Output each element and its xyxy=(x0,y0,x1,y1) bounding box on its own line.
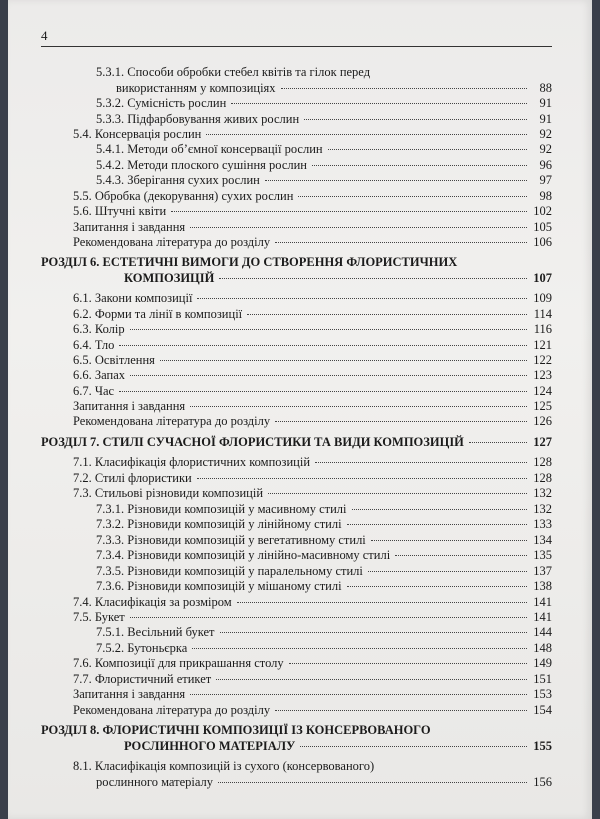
toc-entry-page: 128 xyxy=(533,455,552,469)
dot-leader xyxy=(190,693,527,695)
toc-entry-page: 107 xyxy=(533,271,552,285)
toc-entry-title: 7.3. Стильові різновиди композицій xyxy=(73,486,264,500)
toc-entry-page: 105 xyxy=(533,220,552,234)
toc-entry-page: 97 xyxy=(539,173,552,187)
dot-leader xyxy=(231,102,527,104)
toc-entry-page: 91 xyxy=(539,96,552,110)
toc-entry-title: Рекомендована література до розділу xyxy=(73,703,271,717)
toc-entry-title: 6.2. Форми та лінії в композиції xyxy=(73,307,243,321)
toc-entry-title: 6.1. Закони композиції xyxy=(73,291,193,305)
toc-entry-title: 5.3.2. Сумісність рослин xyxy=(96,96,227,110)
toc-entry-page: 126 xyxy=(533,414,552,428)
toc-entry-page: 151 xyxy=(533,672,552,686)
toc-entry-title-line: РОЗДІЛ 8. ФЛОРИСТИЧНІ КОМПОЗИЦІЇ ІЗ КОНСЕРВОВАНОГО xyxy=(41,723,431,737)
toc-entry-page: 156 xyxy=(533,775,552,789)
dot-leader xyxy=(130,328,527,330)
dot-leader xyxy=(130,374,527,376)
dot-leader xyxy=(347,523,527,525)
toc-entry-page: 92 xyxy=(539,127,552,141)
toc-entry-title: 7.2. Стилі флористики xyxy=(73,471,192,485)
dot-leader xyxy=(469,441,527,443)
toc-entry-title: 5.6. Штучні квіти xyxy=(73,204,167,218)
toc-entry-title: Рекомендована література до розділу xyxy=(73,414,271,428)
toc-entry-title: 7.3.5. Різновиди композицій у паралельному стилі xyxy=(96,564,363,578)
toc-entry-title: використанням у композиціях xyxy=(116,81,276,95)
dot-leader xyxy=(171,210,527,212)
toc-entry-page: 133 xyxy=(533,517,552,531)
dot-leader xyxy=(300,745,527,747)
toc-entry-page: 144 xyxy=(533,625,552,639)
toc-entry-title: 6.6. Запах xyxy=(73,368,126,382)
toc-entry-page: 141 xyxy=(533,610,552,624)
toc-entry-page: 114 xyxy=(533,307,552,321)
toc-entry-title: 5.3.3. Підфарбовування живих рослин xyxy=(96,112,300,126)
toc-entry-page: 138 xyxy=(533,579,552,593)
toc-entry-page: 123 xyxy=(533,368,552,382)
toc-entry-page: 124 xyxy=(533,384,552,398)
dot-leader xyxy=(304,118,527,120)
dot-leader xyxy=(160,359,527,361)
header-rule xyxy=(41,46,552,47)
toc-entry-page: 127 xyxy=(533,435,552,449)
toc-entry-title: 7.5. Букет xyxy=(73,610,125,624)
toc-entry-page: 102 xyxy=(533,204,552,218)
dot-leader xyxy=(192,647,527,649)
dot-leader xyxy=(371,539,527,541)
toc-entry-page: 88 xyxy=(539,81,552,95)
dot-leader xyxy=(312,164,527,166)
dot-leader xyxy=(190,405,527,407)
dot-leader xyxy=(197,297,527,299)
dot-leader xyxy=(119,344,527,346)
toc-entry-title: 7.5.1. Весільний букет xyxy=(96,625,215,639)
toc-entry-page: 91 xyxy=(539,112,552,126)
toc-entry-page: 122 xyxy=(533,353,552,367)
toc-entry-title: РОЗДІЛ 7. СТИЛІ СУЧАСНОЇ ФЛОРИСТИКИ ТА ВИДИ КОМПОЗИЦІЙ xyxy=(41,435,464,449)
toc-entry-page: 148 xyxy=(533,641,552,655)
toc-entry-title: КОМПОЗИЦІЙ xyxy=(124,271,215,285)
toc-entry-page: 132 xyxy=(533,486,552,500)
dot-leader xyxy=(119,390,527,392)
dot-leader xyxy=(130,616,527,618)
toc-entry-page: 121 xyxy=(533,338,552,352)
toc-entry-page: 155 xyxy=(533,739,552,753)
toc-entry-page: 106 xyxy=(533,235,552,249)
dot-leader xyxy=(216,678,527,680)
dot-leader xyxy=(298,195,527,197)
toc-entry-title-line: 5.3.1. Способи обробки стебел квітів та гілок перед xyxy=(96,65,371,79)
toc-entry-title: 6.4. Тло xyxy=(73,338,115,352)
toc-entry-page: 153 xyxy=(533,687,552,701)
toc-entry-title: 6.3. Колір xyxy=(73,322,125,336)
dot-leader xyxy=(328,148,527,150)
toc-entry-title: 7.6. Композиції для прикрашання столу xyxy=(73,656,284,670)
toc-entry-title: 5.5. Обробка (декорування) сухих рослин xyxy=(73,189,294,203)
toc-entry-title: рослинного матеріалу xyxy=(96,775,214,789)
toc-entry-title: 7.3.6. Різновиди композицій у мішаному стилі xyxy=(96,579,342,593)
toc-entry-page: 135 xyxy=(533,548,552,562)
dot-leader xyxy=(206,133,527,135)
toc-entry-title: Рекомендована література до розділу xyxy=(73,235,271,249)
dot-leader xyxy=(275,420,527,422)
toc-entry-page: 149 xyxy=(533,656,552,670)
dot-leader xyxy=(268,492,527,494)
toc-entry-title: 7.3.3. Різновиди композицій у вегетативному стилі xyxy=(96,533,366,547)
dot-leader xyxy=(247,313,527,315)
toc-entry-title: 7.3.1. Різновиди композицій у масивному стилі xyxy=(96,502,347,516)
dot-leader xyxy=(218,781,527,783)
page-number: 4 xyxy=(41,28,48,43)
dot-leader xyxy=(281,87,527,89)
toc-entry-page: 96 xyxy=(539,158,552,172)
dot-leader xyxy=(275,709,527,711)
toc-entry-title: 6.7. Час xyxy=(73,384,115,398)
toc-entry-page: 98 xyxy=(539,189,552,203)
toc-entry-page: 128 xyxy=(533,471,552,485)
toc-entry-title-line: РОЗДІЛ 6. ЕСТЕТИЧНІ ВИМОГИ ДО СТВОРЕННЯ ФЛОРИСТИЧНИХ xyxy=(41,255,458,269)
dot-leader xyxy=(347,585,527,587)
dot-leader xyxy=(265,179,527,181)
toc-entry-page: 109 xyxy=(533,291,552,305)
dot-leader xyxy=(220,631,527,633)
toc-entry-page: 116 xyxy=(533,322,552,336)
dot-leader xyxy=(395,554,527,556)
dot-leader xyxy=(197,477,527,479)
toc-entry-title: 6.5. Освітлення xyxy=(73,353,155,367)
toc-entry-title: Запитання і завдання xyxy=(73,399,186,413)
dot-leader xyxy=(315,461,527,463)
book-page xyxy=(8,0,592,819)
dot-leader xyxy=(237,601,527,603)
dot-leader xyxy=(275,241,527,243)
toc-entry-title: 7.3.4. Різновиди композицій у лінійно-масивному стилі xyxy=(96,548,391,562)
toc-entry-page: 137 xyxy=(533,564,552,578)
toc-entry-title: 5.4.3. Зберігання сухих рослин xyxy=(96,173,260,187)
toc-entry-title: 7.4. Класифікація за розміром xyxy=(73,595,232,609)
toc-entry-title: 5.4.2. Методи плоского сушіння рослин xyxy=(96,158,307,172)
toc-entry-title: 7.5.2. Бутоньєрка xyxy=(96,641,188,655)
toc-entry-page: 141 xyxy=(533,595,552,609)
toc-entry-page: 134 xyxy=(533,533,552,547)
toc-entry-title: 7.1. Класифікація флористичних композицій xyxy=(73,455,311,469)
toc-entry-title: РОСЛИННОГО МАТЕРІАЛУ xyxy=(124,739,296,753)
dot-leader xyxy=(190,226,527,228)
toc-entry-page: 125 xyxy=(533,399,552,413)
toc-entry-page: 154 xyxy=(533,703,552,717)
toc-entry-page: 92 xyxy=(539,142,552,156)
dot-leader xyxy=(352,508,527,510)
toc-entry-title: 7.7. Флористичний етикет xyxy=(73,672,212,686)
dot-leader xyxy=(368,570,527,572)
toc-entry-title: Запитання і завдання xyxy=(73,687,186,701)
toc-entry-title: 7.3.2. Різновиди композицій у лінійному стилі xyxy=(96,517,342,531)
toc-entry-title-line: 8.1. Класифікація композицій із сухого (консервованого) xyxy=(73,759,375,773)
dot-leader xyxy=(219,277,527,279)
toc-entry-title: Запитання і завдання xyxy=(73,220,186,234)
toc-entry-title: 5.4.1. Методи об’ємної консервації рослин xyxy=(96,142,323,156)
toc-entry-page: 132 xyxy=(533,502,552,516)
toc-entry-title: 5.4. Консервація рослин xyxy=(73,127,202,141)
dot-leader xyxy=(289,662,527,664)
